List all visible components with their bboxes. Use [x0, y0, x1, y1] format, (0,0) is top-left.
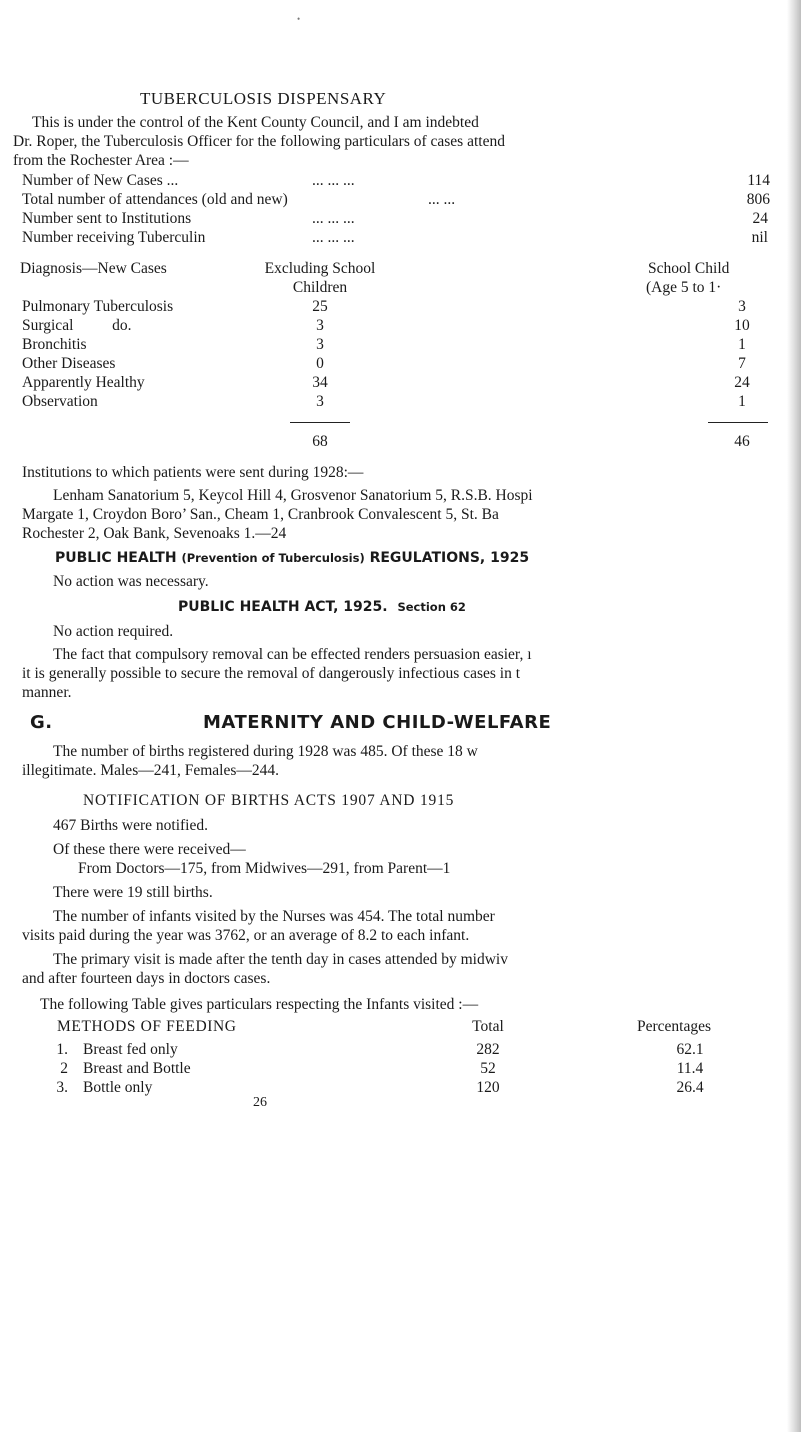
feeding-col-methods: METHODS OF FEEDING — [57, 1018, 237, 1035]
stat-value: nil — [751, 229, 768, 246]
regulations-heading-main: PUBLIC HEALTH — [55, 550, 182, 566]
diagnosis-row-label: Other Diseases — [22, 355, 116, 372]
page-number: 26 — [253, 1095, 267, 1110]
institutions-line-3: Rochester 2, Oak Bank, Sevenoaks 1.—24 — [22, 525, 287, 542]
act-para-line-3: manner. — [22, 684, 72, 701]
diagnosis-row-excl: 34 — [312, 374, 328, 391]
maternity-para-line-2: illegitimate. Males—241, Females—244. — [22, 762, 279, 779]
act-heading-main: PUBLIC HEALTH ACT, 1925. — [178, 599, 388, 615]
act-text: No action required. — [53, 623, 174, 640]
feeding-col-total: Total — [472, 1018, 504, 1035]
feeding-row-pct: 26.4 — [676, 1079, 704, 1096]
notification-para2-line-2: and after fourteen days in doctors cases. — [22, 970, 271, 987]
feeding-row-num: 2 — [60, 1060, 68, 1077]
stat-value: 114 — [747, 172, 770, 189]
feeding-row-pct: 62.1 — [676, 1041, 704, 1058]
diagnosis-row-label: Bronchitis — [22, 336, 87, 353]
diagnosis-row-excl: 3 — [316, 336, 324, 353]
institutions-line-2: Margate 1, Croydon Boro’ San., Cheam 1, Cranbrook Convalescent 5, St. Ba — [22, 506, 499, 523]
act-para-line-1: The fact that compulsory removal can be effected renders persuasion easier, ı — [53, 646, 532, 663]
regulations-heading-tail: REGULATIONS, 1925 — [364, 550, 530, 566]
diagnosis-row-excl: 3 — [316, 317, 324, 334]
regulations-text: No action was necessary. — [53, 573, 209, 590]
feeding-row-total: 120 — [476, 1079, 500, 1096]
feeding-row-pct: 11.4 — [676, 1060, 704, 1077]
page-edge-shadow — [787, 0, 801, 1432]
section-title-maternity: MATERNITY AND CHILD-WELFARE — [203, 712, 552, 733]
feeding-row-method: Breast and Bottle — [83, 1060, 191, 1077]
feeding-row-total: 52 — [480, 1060, 496, 1077]
diagnosis-row-school: 24 — [734, 374, 750, 391]
diagnosis-row-school: 1 — [738, 393, 746, 410]
notification-para1-line-1: The number of infants visited by the Nurses was 454. The total number — [53, 908, 495, 925]
total-rule — [290, 422, 350, 423]
notification-para2-line-1: The primary visit is made after the tenth day in cases attended by midwiv — [53, 951, 508, 968]
diagnosis-row-excl: 25 — [312, 298, 328, 315]
stat-value: 806 — [746, 191, 770, 208]
section-title-dispensary: TUBERCULOSIS DISPENSARY — [140, 89, 387, 108]
feeding-row-num: 1. — [56, 1041, 68, 1058]
dispensary-intro-line-1: This is under the control of the Kent County Council, and I am indebted — [32, 114, 479, 131]
total-rule — [708, 422, 768, 423]
act-heading-section: Section 62 — [397, 600, 466, 614]
diagnosis-row-label: Pulmonary Tuberculosis — [22, 298, 174, 315]
diagnosis-row-excl: 0 — [316, 355, 324, 372]
print-mark: • — [297, 14, 301, 24]
regulations-heading — [55, 549, 529, 567]
act-heading — [178, 598, 466, 616]
notification-line-2: Of these there were received— — [53, 841, 246, 858]
notification-para1-line-2: visits paid during the year was 3762, or an average of 8.2 to each infant. — [22, 927, 470, 944]
feeding-row-method: Bottle only — [83, 1079, 153, 1096]
excluding-school-header: Excluding School — [264, 260, 376, 277]
diagnosis-row-school: 7 — [738, 355, 746, 372]
notification-heading: NOTIFICATION OF BIRTHS ACTS 1907 AND 1915 — [83, 792, 455, 809]
stat-label: Number sent to Institutions — [22, 210, 192, 227]
diagnosis-row-school: 3 — [738, 298, 746, 315]
school-children-age-header: (Age 5 to 1· — [646, 279, 722, 296]
diagnosis-row-label: Observation — [22, 393, 98, 410]
diagnosis-row-label: Surgical do. — [22, 317, 132, 334]
stat-dots: ... ... — [428, 191, 456, 208]
regulations-heading-paren: (Prevention of Tuberculosis) — [181, 551, 365, 565]
notification-line-4: There were 19 still births. — [53, 884, 213, 901]
diagnosis-total-excl: 68 — [312, 433, 328, 450]
notification-line-1: 467 Births were notified. — [53, 817, 208, 834]
stat-label: Total number of attendances (old and new) — [22, 191, 288, 208]
diagnosis-total-school: 46 — [734, 433, 750, 450]
stat-dots: ... ... ... — [312, 210, 355, 227]
act-para-line-2: it is generally possible to secure the removal of dangerously infectious cases in t — [22, 665, 521, 682]
institutions-intro: Institutions to which patients were sent during 1928:— — [22, 464, 364, 481]
diagnosis-row-label: Apparently Healthy — [22, 374, 145, 391]
diagnosis-row-school: 1 — [738, 336, 746, 353]
stat-label: Number of New Cases ... — [22, 172, 179, 189]
school-children-header: School Child — [648, 260, 730, 277]
stat-dots: ... ... ... — [312, 229, 355, 246]
feeding-row-num: 3. — [56, 1079, 68, 1096]
dispensary-intro-line-3: from the Rochester Area :— — [13, 152, 189, 169]
stat-dots: ... ... ... — [312, 172, 355, 189]
section-letter-g: G. — [30, 712, 53, 733]
diagnosis-row-school: 10 — [734, 317, 750, 334]
excluding-school-header-2: Children — [292, 279, 348, 296]
feeding-row-total: 282 — [476, 1041, 500, 1058]
notification-line-3: From Doctors—175, from Midwives—291, from Parent—1 — [78, 860, 451, 877]
feeding-intro: The following Table gives particulars respecting the Infants visited :— — [40, 996, 479, 1013]
dispensary-intro-line-2: Dr. Roper, the Tuberculosis Officer for the following particulars of cases attend — [13, 133, 505, 150]
stat-label: Number receiving Tuberculin — [22, 229, 206, 246]
diagnosis-header: Diagnosis—New Cases — [20, 260, 167, 277]
feeding-row-method: Breast fed only — [83, 1041, 178, 1058]
institutions-line-1: Lenham Sanatorium 5, Keycol Hill 4, Grosvenor Sanatorium 5, R.S.B. Hospi — [53, 487, 533, 504]
stat-value: 24 — [752, 210, 768, 227]
diagnosis-row-excl: 3 — [316, 393, 324, 410]
feeding-col-percentages: Percentages — [637, 1018, 712, 1035]
maternity-para-line-1: The number of births registered during 1928 was 485. Of these 18 w — [53, 743, 478, 760]
